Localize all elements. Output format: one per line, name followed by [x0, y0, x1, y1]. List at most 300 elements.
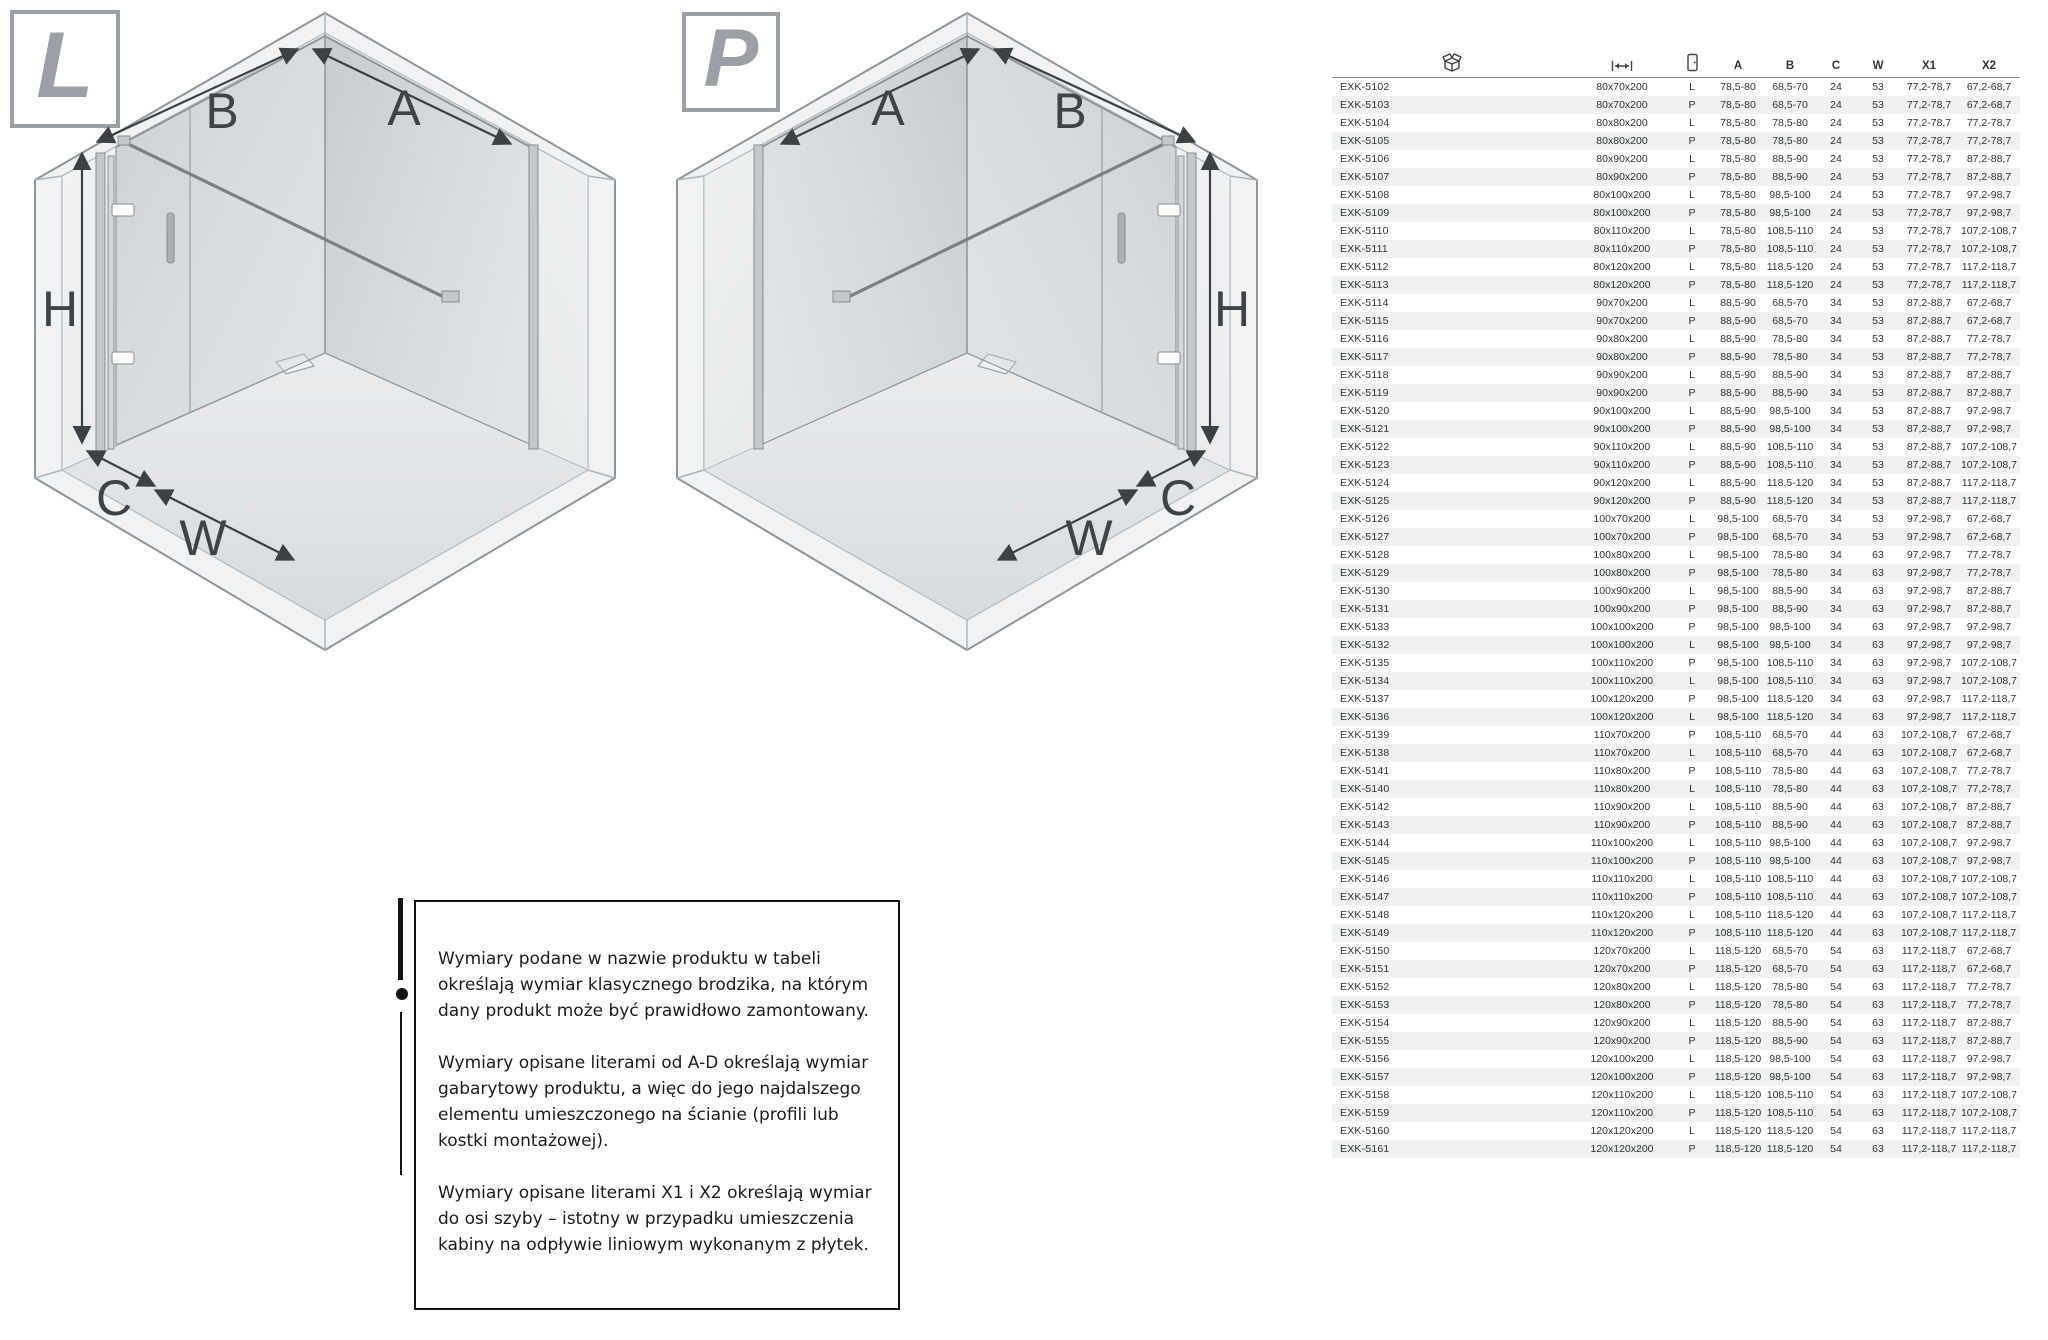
cell-side: P	[1688, 1035, 1696, 1047]
cell-x1: 97,2-98,7	[1906, 603, 1952, 615]
cell-x2: 107,2-108,7	[1960, 459, 2018, 471]
cell-w: 53	[1872, 171, 1884, 183]
cell-x1: 117,2-118,7	[1901, 1071, 1957, 1083]
cell-code: EXK-5116	[1340, 333, 1389, 345]
cell-size: 120x110x200	[1590, 1107, 1654, 1119]
cell-b: 118,5-120	[1766, 495, 1814, 507]
cell-code: EXK-5159	[1340, 1107, 1390, 1119]
cell-side: L	[1689, 1053, 1695, 1065]
cell-a: 108,5-110	[1714, 891, 1762, 903]
cell-b: 78,5-80	[1772, 765, 1808, 777]
cell-b: 98,5-100	[1769, 621, 1811, 633]
cell-x2: 67,2-68,7	[1966, 963, 2012, 975]
cell-code: EXK-5106	[1340, 153, 1390, 165]
column-header-c: C	[1831, 60, 1841, 72]
note-accent-bar	[398, 898, 403, 980]
cell-side: P	[1688, 567, 1696, 579]
cell-a: 98,5-100	[1717, 549, 1759, 561]
cell-x2: 77,2-78,7	[1966, 549, 2012, 561]
table-row	[1332, 510, 2020, 528]
cell-c: 34	[1830, 657, 1842, 669]
cell-a: 108,5-110	[1714, 801, 1762, 813]
table-row	[1332, 492, 2020, 510]
cell-size: 80x70x200	[1596, 99, 1648, 111]
column-header-w: W	[1872, 60, 1884, 72]
cell-c: 44	[1830, 729, 1842, 741]
cell-x1: 107,2-108,7	[1900, 819, 1958, 831]
cell-size: 110x80x200	[1593, 765, 1651, 777]
cell-x1: 107,2-108,7	[1900, 891, 1958, 903]
table-row	[1332, 312, 2020, 330]
table-row	[1332, 996, 2020, 1014]
cell-c: 34	[1830, 603, 1842, 615]
note-paragraph: Wymiary opisane literami X1 i X2 określają wymiar do osi szyby – istotny w przypadku umieszczenia kabiny na odpływie liniowym wykonanym z płytek.	[438, 1183, 872, 1255]
cell-w: 53	[1872, 189, 1884, 201]
cell-code: EXK-5113	[1340, 279, 1389, 291]
cell-size: 110x70x200	[1593, 729, 1651, 741]
cell-b: 98,5-100	[1769, 207, 1811, 219]
table-row	[1332, 1122, 2020, 1140]
cell-w: 53	[1872, 495, 1884, 507]
cell-c: 44	[1830, 891, 1842, 903]
cell-a: 78,5-80	[1720, 207, 1756, 219]
table-row	[1332, 924, 2020, 942]
cell-w: 53	[1872, 153, 1884, 165]
cell-x1: 77,2-78,7	[1906, 99, 1952, 111]
cell-c: 34	[1830, 387, 1842, 399]
dim-label-b: B	[1053, 83, 1087, 139]
cell-x1: 87,2-88,7	[1906, 423, 1952, 435]
table-row	[1332, 204, 2020, 222]
cell-w: 53	[1872, 531, 1884, 543]
cell-x1: 77,2-78,7	[1906, 117, 1952, 129]
cell-b: 118,5-120	[1766, 477, 1814, 489]
cell-x2: 87,2-88,7	[1966, 819, 2012, 831]
cell-code: EXK-5146	[1340, 873, 1390, 885]
cell-b: 118,5-120	[1766, 261, 1814, 273]
cell-code: EXK-5123	[1340, 459, 1390, 471]
cell-w: 63	[1872, 891, 1884, 903]
cell-x2: 107,2-108,7	[1960, 243, 2018, 255]
table-row	[1332, 240, 2020, 258]
cell-size: 110x120x200	[1590, 927, 1654, 939]
cell-size: 100x70x200	[1593, 513, 1651, 525]
cell-code: EXK-5102	[1340, 81, 1390, 93]
cell-a: 98,5-100	[1717, 657, 1759, 669]
cell-code: EXK-5144	[1340, 837, 1390, 849]
cell-code: EXK-5155	[1340, 1035, 1390, 1047]
cell-code: EXK-5129	[1340, 567, 1390, 579]
cell-x1: 117,2-118,7	[1901, 945, 1957, 957]
cell-a: 118,5-120	[1714, 981, 1762, 993]
cell-code: EXK-5148	[1340, 909, 1390, 921]
cell-code: EXK-5143	[1340, 819, 1390, 831]
cell-x1: 97,2-98,7	[1906, 567, 1952, 579]
cell-x2: 67,2-68,7	[1966, 297, 2012, 309]
table-row	[1332, 888, 2020, 906]
table-row	[1332, 1086, 2020, 1104]
cell-b: 88,5-90	[1772, 819, 1808, 831]
table-row	[1332, 942, 2020, 960]
note-paragraph: Wymiary opisane literami od A-D określają wymiar gabarytowy produktu, a więc do jego najdalszego elementu umieszczonego na ścianie (profili lub kostki montażowej).	[438, 1053, 869, 1151]
cell-code: EXK-5160	[1340, 1125, 1390, 1137]
cell-b: 88,5-90	[1772, 153, 1808, 165]
cell-x1: 117,2-118,7	[1901, 981, 1957, 993]
table-row	[1332, 708, 2020, 726]
cell-size: 90x90x200	[1596, 387, 1648, 399]
cell-code: EXK-5125	[1340, 495, 1390, 507]
cell-side: P	[1688, 207, 1696, 219]
cell-x2: 117,2-118,7	[1961, 261, 2017, 273]
cell-code: EXK-5135	[1340, 657, 1390, 669]
cell-a: 118,5-120	[1714, 1125, 1762, 1137]
cell-size: 80x90x200	[1596, 171, 1648, 183]
cell-size: 110x80x200	[1593, 783, 1651, 795]
cell-w: 53	[1872, 99, 1884, 111]
cell-size: 80x120x200	[1593, 261, 1651, 273]
product-table	[1332, 30, 2020, 1158]
cell-c: 34	[1830, 693, 1842, 705]
cell-code: EXK-5132	[1340, 639, 1390, 651]
cell-side: P	[1688, 729, 1696, 741]
cell-b: 68,5-70	[1772, 531, 1808, 543]
cell-a: 78,5-80	[1720, 225, 1756, 237]
cell-size: 120x80x200	[1593, 999, 1651, 1011]
table-row	[1332, 564, 2020, 582]
cell-side: L	[1689, 81, 1695, 93]
table-row	[1332, 672, 2020, 690]
cell-b: 88,5-90	[1772, 387, 1808, 399]
cell-b: 78,5-80	[1772, 333, 1808, 345]
cell-a: 78,5-80	[1720, 279, 1756, 291]
cell-c: 44	[1830, 765, 1842, 777]
cell-side: L	[1689, 117, 1695, 129]
cell-side: L	[1689, 945, 1695, 957]
table-row	[1332, 960, 2020, 978]
cell-side: L	[1689, 801, 1695, 813]
cell-a: 78,5-80	[1720, 189, 1756, 201]
cell-a: 88,5-90	[1720, 333, 1756, 345]
cell-a: 108,5-110	[1714, 927, 1762, 939]
column-header-x1: X1	[1921, 60, 1937, 72]
cell-x2: 67,2-68,7	[1966, 315, 2012, 327]
cell-size: 110x110x200	[1591, 873, 1653, 885]
cell-x1: 97,2-98,7	[1906, 621, 1952, 633]
cell-code: EXK-5107	[1340, 171, 1390, 183]
cell-b: 118,5-120	[1766, 693, 1814, 705]
cell-x2: 87,2-88,7	[1966, 369, 2012, 381]
cell-w: 53	[1872, 225, 1884, 237]
cell-c: 34	[1830, 405, 1842, 417]
cell-c: 24	[1830, 207, 1842, 219]
table-row	[1332, 168, 2020, 186]
cell-w: 53	[1872, 297, 1884, 309]
cell-a: 108,5-110	[1714, 819, 1762, 831]
table-row	[1332, 294, 2020, 312]
cell-b: 118,5-120	[1766, 1143, 1814, 1155]
cell-a: 98,5-100	[1717, 531, 1759, 543]
cell-side: L	[1689, 639, 1695, 651]
cell-x2: 77,2-78,7	[1966, 351, 2012, 363]
cell-a: 108,5-110	[1714, 765, 1762, 777]
cell-x1: 87,2-88,7	[1906, 495, 1952, 507]
cell-a: 88,5-90	[1720, 405, 1756, 417]
cell-x2: 97,2-98,7	[1966, 639, 2012, 651]
cell-x1: 107,2-108,7	[1900, 909, 1958, 921]
cell-code: EXK-5158	[1340, 1089, 1390, 1101]
table-row	[1332, 906, 2020, 924]
table-row	[1332, 474, 2020, 492]
cell-code: EXK-5112	[1340, 261, 1389, 273]
cell-w: 63	[1872, 639, 1884, 651]
table-row	[1332, 1014, 2020, 1032]
cell-b: 68,5-70	[1772, 963, 1808, 975]
cell-side: L	[1689, 297, 1695, 309]
cell-a: 118,5-120	[1714, 1143, 1762, 1155]
cell-side: L	[1689, 261, 1695, 273]
cell-x1: 117,2-118,7	[1901, 1107, 1957, 1119]
cell-size: 100x80x200	[1593, 549, 1651, 561]
cell-size: 80x100x200	[1593, 207, 1651, 219]
cell-x1: 77,2-78,7	[1906, 261, 1952, 273]
cell-b: 98,5-100	[1769, 1053, 1811, 1065]
table-row	[1332, 402, 2020, 420]
cell-code: EXK-5149	[1340, 927, 1390, 939]
cell-code: EXK-5142	[1340, 801, 1390, 813]
cell-x1: 107,2-108,7	[1900, 855, 1958, 867]
cell-code: EXK-5157	[1340, 1071, 1390, 1083]
cell-c: 34	[1830, 315, 1842, 327]
cell-c: 24	[1830, 117, 1842, 129]
cell-x1: 107,2-108,7	[1900, 747, 1958, 759]
cell-a: 98,5-100	[1717, 567, 1759, 579]
cell-w: 63	[1872, 621, 1884, 633]
table-row	[1332, 114, 2020, 132]
cell-c: 34	[1830, 297, 1842, 309]
cell-a: 78,5-80	[1720, 117, 1756, 129]
cell-code: EXK-5150	[1340, 945, 1390, 957]
cell-a: 118,5-120	[1714, 1107, 1762, 1119]
cell-b: 108,5-110	[1766, 1107, 1814, 1119]
cell-code: EXK-5152	[1340, 981, 1390, 993]
cell-x1: 97,2-98,7	[1906, 585, 1952, 597]
cell-a: 88,5-90	[1720, 387, 1756, 399]
cell-a: 78,5-80	[1720, 153, 1756, 165]
cell-c: 44	[1830, 927, 1842, 939]
cell-x1: 77,2-78,7	[1906, 81, 1952, 93]
cell-size: 120x120x200	[1590, 1125, 1654, 1137]
cell-x2: 117,2-118,7	[1961, 927, 2017, 939]
cell-b: 68,5-70	[1772, 99, 1808, 111]
cell-a: 78,5-80	[1720, 243, 1756, 255]
cell-b: 88,5-90	[1772, 801, 1808, 813]
cell-size: 80x70x200	[1596, 81, 1648, 93]
cell-c: 34	[1830, 495, 1842, 507]
cell-code: EXK-5138	[1340, 747, 1390, 759]
cell-b: 68,5-70	[1772, 945, 1808, 957]
cell-x2: 97,2-98,7	[1966, 423, 2012, 435]
table-row	[1332, 348, 2020, 366]
cell-size: 90x110x200	[1593, 459, 1651, 471]
cell-x1: 77,2-78,7	[1906, 171, 1952, 183]
cell-x1: 117,2-118,7	[1901, 963, 1957, 975]
dim-label-c: C	[1159, 470, 1197, 526]
width-dimension-icon	[1572, 60, 1672, 72]
cell-w: 53	[1872, 405, 1884, 417]
cell-w: 63	[1872, 585, 1884, 597]
cell-a: 98,5-100	[1717, 513, 1759, 525]
cell-w: 53	[1872, 117, 1884, 129]
cell-x1: 97,2-98,7	[1906, 675, 1952, 687]
note-accent-line	[400, 1012, 402, 1175]
cell-b: 68,5-70	[1772, 513, 1808, 525]
cell-a: 78,5-80	[1720, 81, 1756, 93]
cell-b: 88,5-90	[1772, 1035, 1808, 1047]
column-header-a: A	[1733, 60, 1743, 72]
cell-x1: 87,2-88,7	[1906, 369, 1952, 381]
cell-w: 53	[1872, 261, 1884, 273]
cell-c: 24	[1830, 153, 1842, 165]
cell-x2: 107,2-108,7	[1960, 891, 2018, 903]
cell-size: 120x120x200	[1590, 1143, 1654, 1155]
cell-side: L	[1689, 711, 1695, 723]
table-row	[1332, 546, 2020, 564]
cell-c: 34	[1830, 459, 1842, 471]
cell-a: 88,5-90	[1720, 369, 1756, 381]
cell-x2: 67,2-68,7	[1966, 747, 2012, 759]
cell-c: 34	[1830, 711, 1842, 723]
cell-size: 110x120x200	[1590, 909, 1654, 921]
cell-code: EXK-5111	[1340, 243, 1388, 255]
dim-label-a: A	[387, 80, 421, 136]
cell-b: 108,5-110	[1766, 675, 1814, 687]
cell-c: 34	[1830, 567, 1842, 579]
cell-size: 120x100x200	[1590, 1053, 1654, 1065]
cell-c: 54	[1830, 1035, 1842, 1047]
cell-x1: 77,2-78,7	[1906, 207, 1952, 219]
cell-b: 108,5-110	[1766, 657, 1814, 669]
cell-size: 110x90x200	[1593, 801, 1651, 813]
cell-x2: 67,2-68,7	[1966, 531, 2012, 543]
cell-b: 68,5-70	[1772, 747, 1808, 759]
table-row	[1332, 816, 2020, 834]
cell-x2: 77,2-78,7	[1966, 783, 2012, 795]
cell-side: P	[1688, 171, 1696, 183]
cell-b: 88,5-90	[1772, 603, 1808, 615]
cell-w: 63	[1872, 1035, 1884, 1047]
cell-side: L	[1689, 783, 1695, 795]
cell-x1: 97,2-98,7	[1906, 657, 1952, 669]
cell-size: 120x80x200	[1593, 981, 1651, 993]
table-row	[1332, 582, 2020, 600]
cell-size: 100x100x200	[1590, 621, 1654, 633]
cell-a: 88,5-90	[1720, 477, 1756, 489]
cell-x2: 67,2-68,7	[1966, 99, 2012, 111]
cell-a: 78,5-80	[1720, 171, 1756, 183]
cell-a: 108,5-110	[1714, 729, 1762, 741]
cell-side: L	[1689, 153, 1695, 165]
cell-x1: 77,2-78,7	[1906, 189, 1952, 201]
cell-b: 118,5-120	[1766, 279, 1814, 291]
door-side-icon	[1672, 53, 1712, 72]
cell-b: 118,5-120	[1766, 927, 1814, 939]
cell-side: L	[1689, 585, 1695, 597]
cell-side: L	[1689, 873, 1695, 885]
cell-b: 88,5-90	[1772, 369, 1808, 381]
cell-a: 118,5-120	[1714, 1071, 1762, 1083]
cell-x2: 107,2-108,7	[1960, 441, 2018, 453]
cell-w: 63	[1872, 1053, 1884, 1065]
cell-b: 78,5-80	[1772, 567, 1808, 579]
cell-code: EXK-5139	[1340, 729, 1390, 741]
cell-c: 34	[1830, 333, 1842, 345]
table-row	[1332, 978, 2020, 996]
cell-x1: 107,2-108,7	[1900, 801, 1958, 813]
cell-w: 63	[1872, 927, 1884, 939]
cell-size: 80x110x200	[1593, 225, 1651, 237]
cell-code: EXK-5121	[1340, 423, 1390, 435]
cell-w: 53	[1872, 279, 1884, 291]
cell-x2: 67,2-68,7	[1966, 81, 2012, 93]
cell-w: 63	[1872, 837, 1884, 849]
table-row	[1332, 330, 2020, 348]
cell-w: 63	[1872, 603, 1884, 615]
cell-side: L	[1689, 981, 1695, 993]
cell-c: 44	[1830, 837, 1842, 849]
cell-x2: 67,2-68,7	[1966, 513, 2012, 525]
cell-b: 68,5-70	[1772, 729, 1808, 741]
cell-w: 53	[1872, 477, 1884, 489]
cell-side: P	[1688, 387, 1696, 399]
cell-x2: 117,2-118,7	[1961, 477, 2017, 489]
cell-x2: 87,2-88,7	[1966, 1035, 2012, 1047]
enclosure-drawing	[35, 13, 615, 650]
cell-x1: 77,2-78,7	[1906, 279, 1952, 291]
table-row	[1332, 780, 2020, 798]
cell-a: 88,5-90	[1720, 315, 1756, 327]
cell-c: 24	[1830, 243, 1842, 255]
cell-x2: 97,2-98,7	[1966, 207, 2012, 219]
cell-w: 53	[1872, 387, 1884, 399]
cell-w: 63	[1872, 963, 1884, 975]
cell-w: 53	[1872, 459, 1884, 471]
cell-b: 118,5-120	[1766, 909, 1814, 921]
table-row	[1332, 78, 2020, 96]
table-row	[1332, 1140, 2020, 1158]
cell-b: 98,5-100	[1769, 837, 1811, 849]
cell-code: EXK-5114	[1340, 297, 1389, 309]
cell-size: 100x80x200	[1593, 567, 1651, 579]
cell-x1: 107,2-108,7	[1900, 729, 1958, 741]
cell-code: EXK-5109	[1340, 207, 1390, 219]
cell-w: 53	[1872, 441, 1884, 453]
dim-label-h: H	[1213, 281, 1251, 337]
cell-c: 54	[1830, 1143, 1842, 1155]
cell-c: 34	[1830, 675, 1842, 687]
cell-side: P	[1688, 657, 1696, 669]
note-box	[414, 900, 900, 1310]
cell-x2: 67,2-68,7	[1966, 729, 2012, 741]
cell-b: 78,5-80	[1772, 351, 1808, 363]
cell-x1: 87,2-88,7	[1906, 315, 1952, 327]
cell-b: 108,5-110	[1766, 891, 1814, 903]
cell-code: EXK-5110	[1340, 225, 1389, 237]
cell-w: 53	[1872, 369, 1884, 381]
cell-x2: 117,2-118,7	[1961, 1125, 2017, 1137]
cell-b: 98,5-100	[1769, 405, 1811, 417]
cell-c: 44	[1830, 747, 1842, 759]
cell-x2: 77,2-78,7	[1966, 981, 2012, 993]
